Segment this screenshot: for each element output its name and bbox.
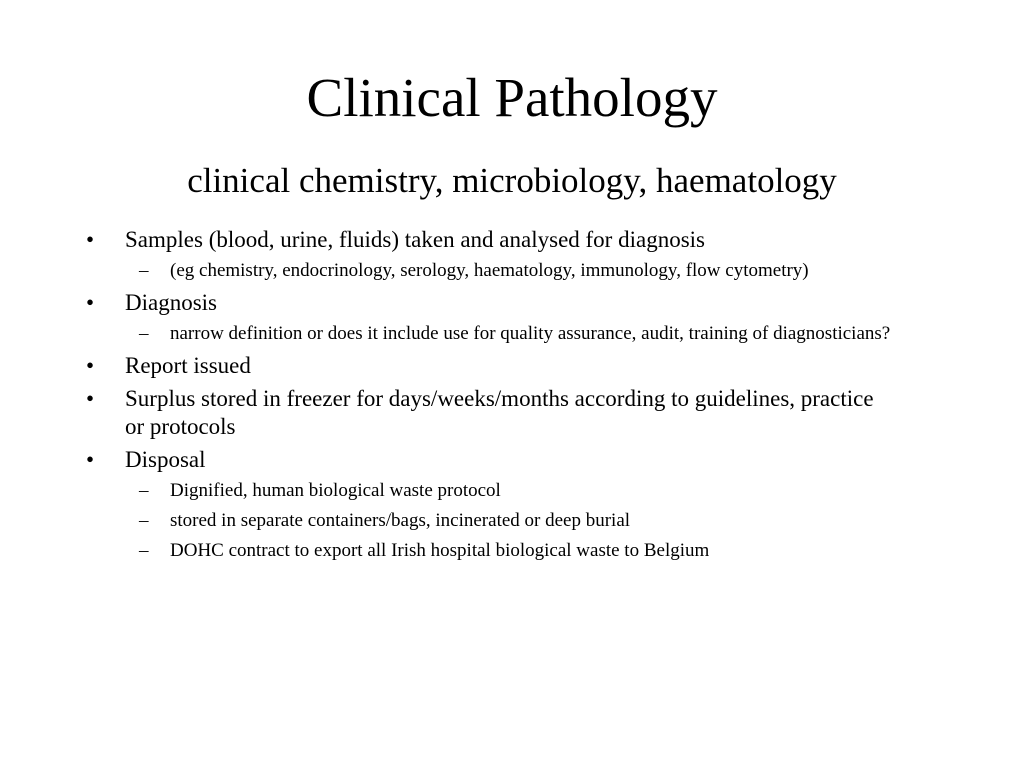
bullet-item: [0, 385, 895, 441]
bullet-text: Report issued: [125, 353, 251, 378]
dash-icon: –: [139, 323, 149, 344]
bullet-text: Samples (blood, urine, fluids) taken and analysed for diagnosis: [125, 227, 705, 252]
bullet-icon: •: [86, 290, 95, 315]
dash-icon: –: [139, 510, 149, 531]
sub-bullet-item: [0, 479, 910, 503]
bullet-item: [0, 289, 895, 317]
bullet-icon: •: [86, 227, 95, 252]
bullet-icon: •: [86, 447, 95, 472]
bullet-icon: •: [86, 386, 95, 411]
sub-bullet-text: Dignified, human biological waste protocol: [170, 480, 501, 501]
sub-bullet-item: [0, 539, 910, 563]
bullet-icon: •: [86, 353, 95, 378]
dash-icon: –: [139, 540, 149, 561]
bullet-text: Disposal: [125, 447, 206, 472]
sub-bullet-text: (eg chemistry, endocrinology, serology, haematology, immunology, flow cytometry): [170, 260, 809, 281]
bullet-text: Diagnosis: [125, 290, 217, 315]
sub-bullet-text: DOHC contract to export all Irish hospital biological waste to Belgium: [170, 540, 710, 561]
bullet-item: [0, 226, 895, 254]
bullet-list: [0, 226, 1024, 569]
slide-title: Clinical Pathology: [306, 67, 718, 128]
sub-bullet-text: narrow definition or does it include use for quality assurance, audit, training of diagnosticians?: [170, 323, 891, 344]
sub-bullet-item: [0, 509, 910, 533]
bullet-item: [0, 446, 895, 474]
dash-icon: –: [139, 480, 149, 501]
bullet-item: [0, 352, 895, 380]
sub-bullet-text: stored in separate containers/bags, incinerated or deep burial: [170, 510, 631, 531]
dash-icon: –: [139, 260, 149, 281]
slide-subtitle: clinical chemistry, microbiology, haematology: [187, 161, 837, 200]
sub-bullet-item: [0, 322, 910, 346]
bullet-text: Surplus stored in freezer for days/weeks/months according to guidelines, practice or protocols: [125, 386, 874, 439]
sub-bullet-item: [0, 259, 910, 283]
